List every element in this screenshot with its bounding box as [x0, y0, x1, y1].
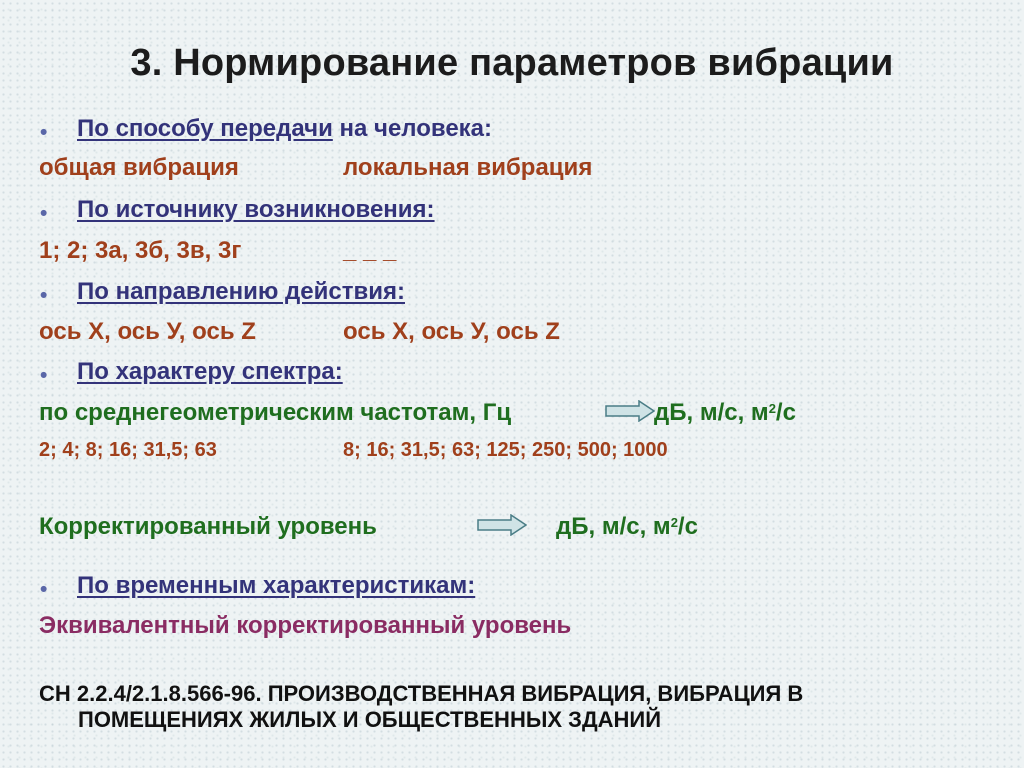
spectrum-units-main: дБ, м/с, м: [654, 399, 769, 426]
bullet-3: •: [40, 284, 48, 307]
corrected-arrow-icon: [477, 514, 527, 536]
spectrum-general-freqs: 2; 4; 8; 16; 31,5; 63: [39, 439, 217, 461]
transmission-local: локальная вибрация: [343, 154, 593, 181]
temporal-value: Эквивалентный корректированный уровень: [39, 612, 572, 639]
spectrum-header: По характеру спектра:: [77, 358, 343, 385]
corrected-units: [556, 513, 698, 541]
transmission-header-underlined: По способу передачи: [77, 115, 333, 142]
spectrum-arrow-icon: [605, 400, 655, 422]
bullet-1: •: [40, 121, 48, 144]
source-local: _ _ _: [343, 237, 397, 264]
source-header: По источнику возникновения:: [77, 196, 435, 223]
corrected-label: Корректированный уровень: [39, 513, 377, 540]
spectrum-units: [654, 399, 796, 427]
transmission-header-rest: на человека:: [332, 115, 493, 142]
transmission-general: общая вибрация: [39, 154, 239, 181]
direction-header: По направлению действия:: [77, 278, 405, 305]
spectrum-line: по среднегеометрическим частотам, Гц: [39, 399, 512, 426]
transmission-header: [77, 115, 492, 143]
spectrum-units-sup: 2: [768, 401, 776, 416]
corrected-units-main: дБ, м/с, м: [556, 513, 671, 540]
direction-general: ось X, ось У, ось Z: [39, 318, 256, 345]
footer-line-1: СН 2.2.4/2.1.8.566-96. ПРОИЗВОДСТВЕННАЯ ВИБРАЦИЯ, ВИБРАЦИЯ В: [39, 681, 804, 706]
spectrum-local-freqs: 8; 16; 31,5; 63; 125; 250; 500; 1000: [343, 439, 668, 461]
temporal-header: По временным характеристикам:: [77, 572, 476, 599]
spectrum-units-tail: /с: [775, 399, 796, 426]
corrected-units-sup: 2: [670, 515, 678, 530]
page-title: 3. Нормирование параметров вибрации: [130, 42, 894, 84]
bullet-4: •: [40, 364, 48, 387]
footer-line-2: ПОМЕЩЕНИЯХ ЖИЛЫХ И ОБЩЕСТВЕННЫХ ЗДАНИЙ: [78, 707, 662, 732]
corrected-units-tail: /с: [677, 513, 698, 540]
bullet-2: •: [40, 202, 48, 225]
bullet-5: •: [40, 578, 48, 601]
source-general: 1; 2; 3а, 3б, 3в, 3г: [39, 237, 242, 264]
direction-local: ось X, ось У, ось Z: [343, 318, 560, 345]
